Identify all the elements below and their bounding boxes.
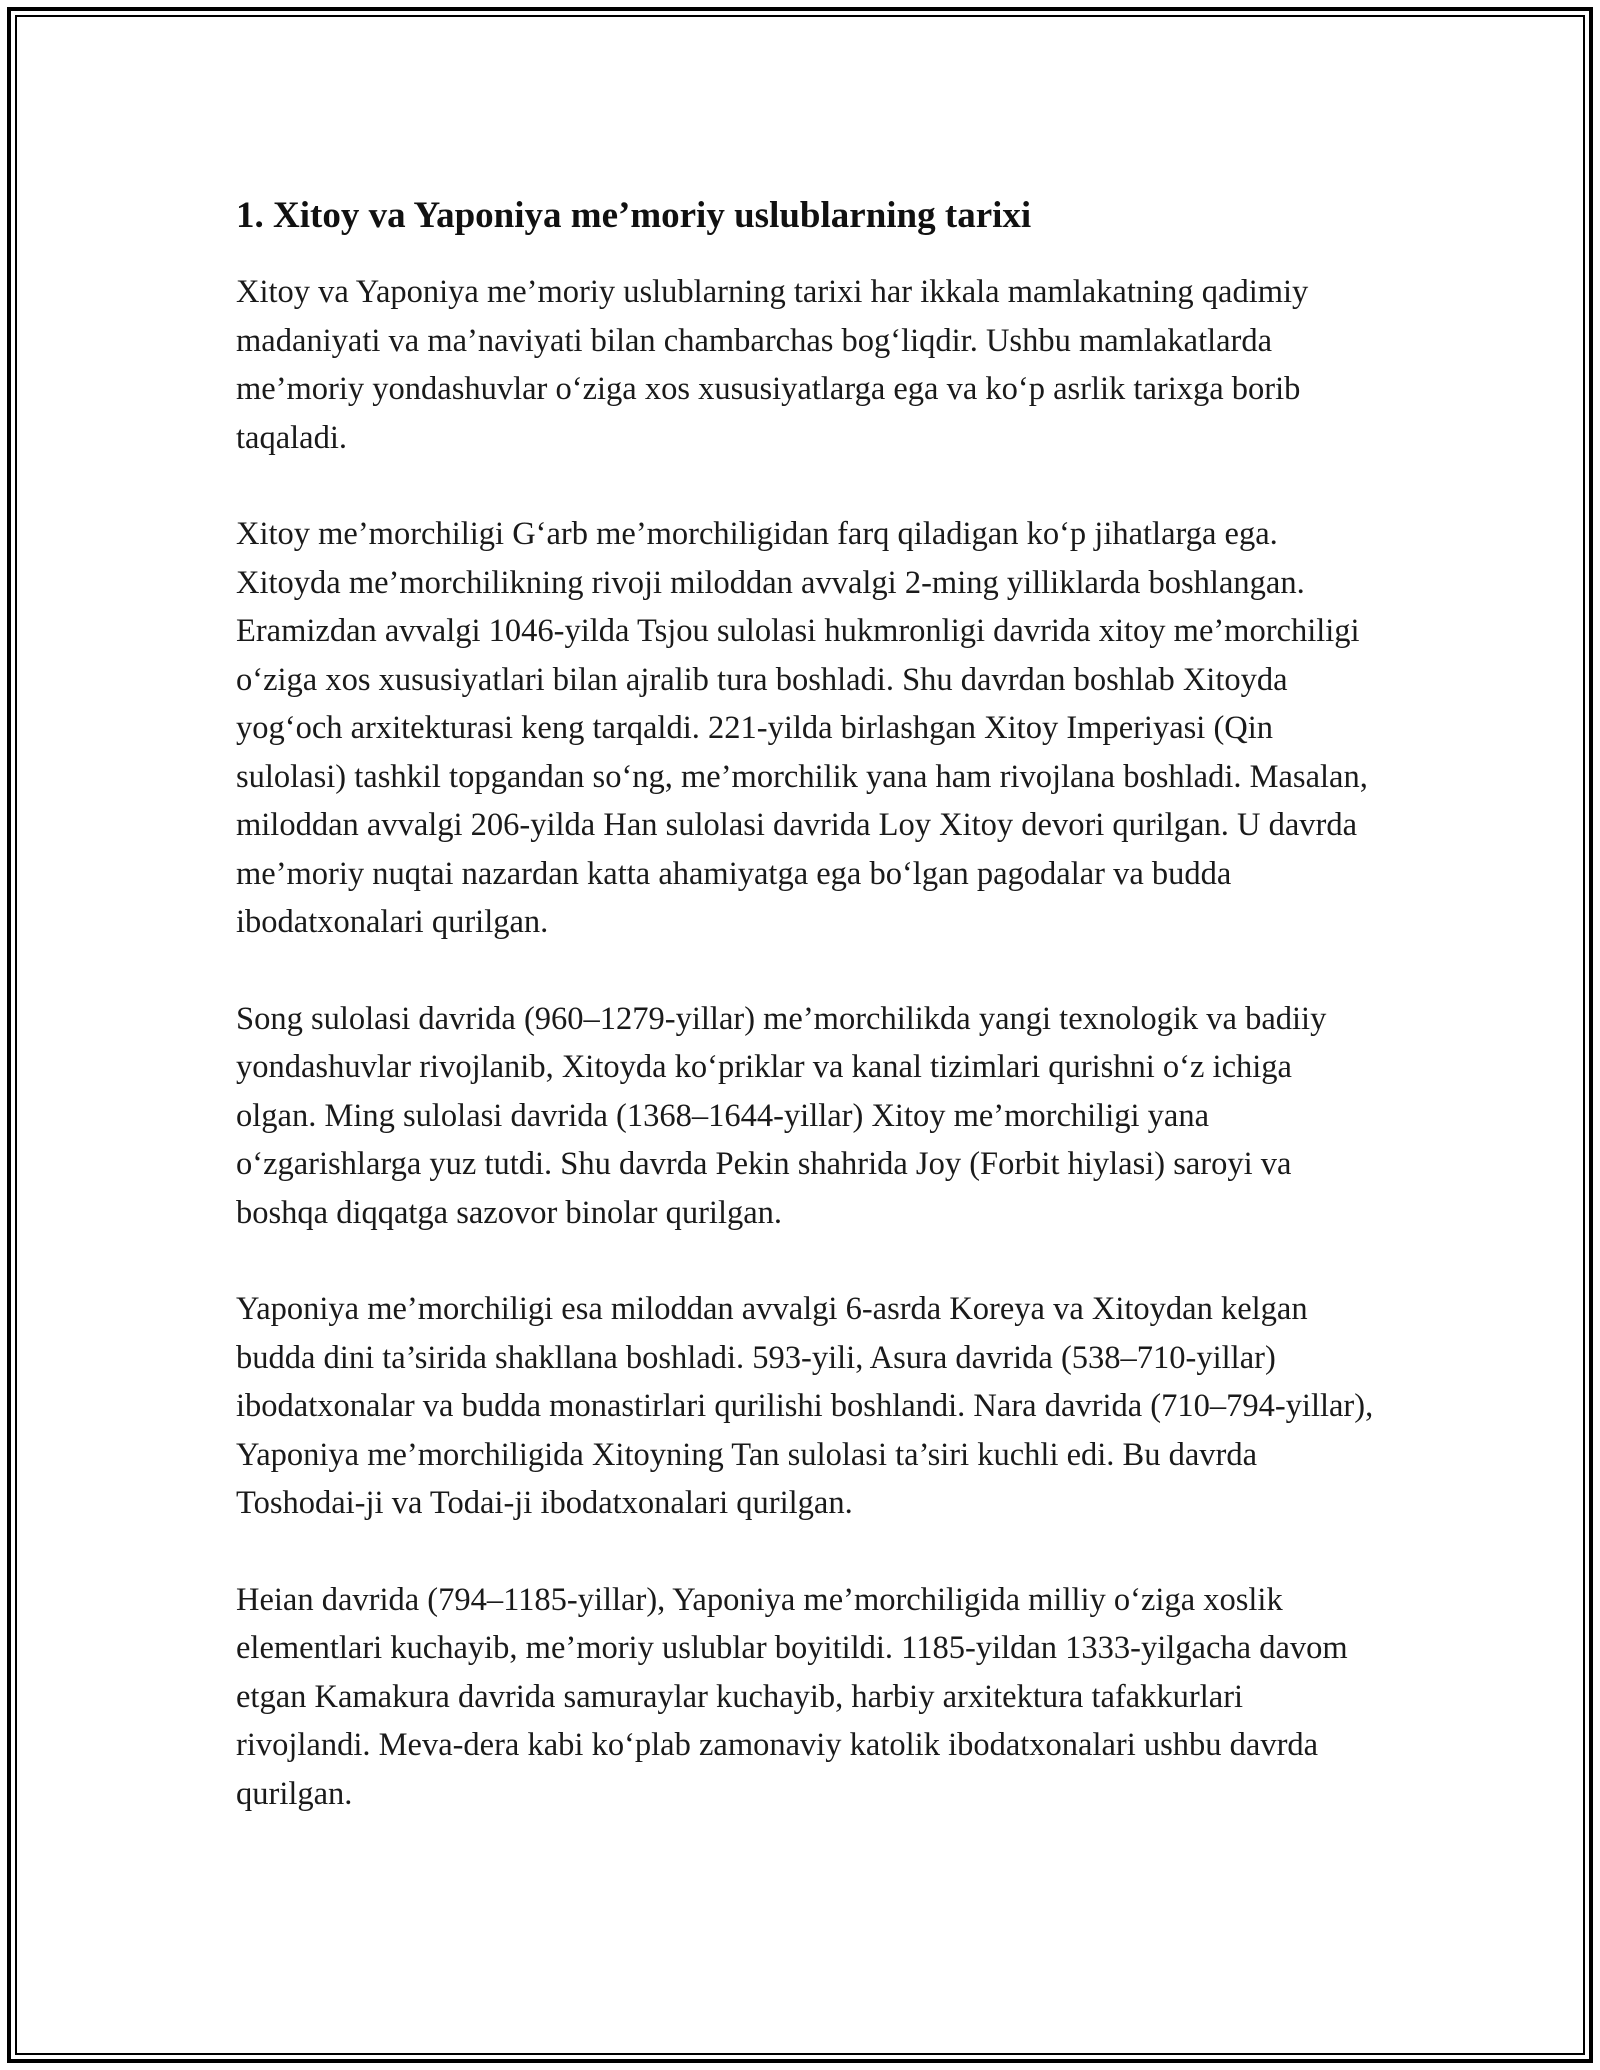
document-body [236,188,1376,1818]
paragraph-japan-early: Yaponiya me’morchiligi esa miloddan avvalgi 6-asrda Koreya va Xitoydan kelgan budda dini ta’sirida shakllana boshladi. 593-yili, Asura davrida (538–710-yillar) ibodatxonalar va budda monastirlari qurilishi boshlandi. Nara davrida (710–794-yillar), Yaponiya me’morchiligida Xitoyning Tan sulolasi ta’siri kuchli edi. Bu davrda Toshodai-ji va Todai-ji ibodatxonalari qurilgan. [236,1291,1374,1521]
paragraph-song-ming: Song sulolasi davrida (960–1279-yillar) me’morchilikda yangi texnologik va badiiy yondashuvlar rivojlanib, Xitoyda ko‘priklar va kanal tizimlari qurishni o‘z ichiga olgan. Ming sulolasi davrida (1368–1644-yillar) Xitoy me’morchiligi yana o‘zgarishlarga yuz tutdi. Shu davrda Pekin shahrida Joy (Forbit hiylasi) saroyi va boshqa diqqatga sazovor binolar qurilgan. [236,1000,1327,1231]
paragraph-japan-heian-kamakura: Heian davrida (794–1185-yillar), Yaponiya me’morchiligida milliy o‘ziga xoslik elementlari kuchayib, me’moriy uslublar boyitildi. 1185-yildan 1333-yilgacha davom etgan Kamakura davrida samuraylar kuchayib, harbiy arxitektura tafakkurlari rivojlandi. Meva-dera kabi ko‘plab zamonaviy katolik ibodatxonalari ushbu davrda qurilgan. [236,1581,1348,1812]
paragraph-china-history: Xitoy me’morchiligi G‘arb me’morchiligidan farq qiladigan ko‘p jihatlarga ega. Xitoyda me’morchilikning rivoji miloddan avvalgi 2-ming yilliklarda boshlangan. Eramizdan avvalgi 1046-yilda Tsjou sulolasi hukmronligi davrida xitoy me’morchiligi o‘ziga xos xususiyatlari bilan ajralib tura boshladi. Shu davrdan boshlab Xitoyda yog‘och arxitekturasi keng tarqaldi. 221-yilda birlashgan Xitoy Imperiyasi (Qin sulolasi) tashkil topgandan so‘ng, me’morchilik yana ham rivojlana boshladi. Masalan, miloddan avvalgi 206-yilda Han sulolasi davrida Loy Xitoy devori qurilgan. U davrda me’moriy nuqtai nazardan katta ahamiyatga ega bo‘lgan pagodalar va budda ibodatxonalari qurilgan. [236,516,1368,940]
section-heading: 1. Xitoy va Yaponiya me’moriy uslublarning tarixi [236,195,1032,236]
paragraph-intro: Xitoy va Yaponiya me’moriy uslublarning tarixi har ikkala mamlakatning qadimiy madaniyati va ma’naviyati bilan chambarchas bog‘liqdir. Ushbu mamlakatlarda me’moriy yondashuvlar o‘ziga xos xususiyatlarga ega va ko‘p asrlik tarixga borib taqaladi. [236,274,1309,456]
